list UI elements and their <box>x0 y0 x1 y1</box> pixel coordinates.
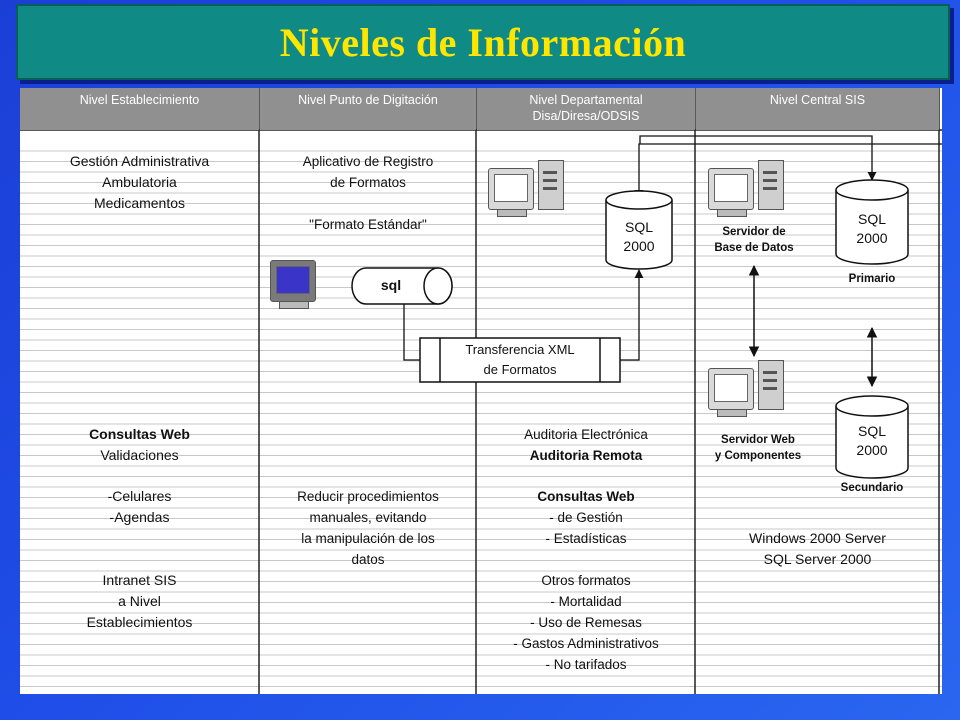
text-line: de Formatos <box>483 362 557 377</box>
diagram-sheet <box>20 88 942 694</box>
estadisticas-label: - Estadísticas <box>545 531 627 546</box>
text-line: Gestión Administrativa <box>69 153 210 169</box>
text-line: a Nivel <box>118 593 161 609</box>
text-line: Base de Datos <box>714 242 794 254</box>
text-line: - Mortalidad <box>550 594 622 609</box>
header-nivel-punto-digitacion <box>260 88 476 130</box>
text-line: Intranet SIS <box>102 572 177 588</box>
intranet-block <box>20 570 259 633</box>
text-line: Aplicativo de Registro <box>302 154 434 169</box>
header-nivel-central-sis <box>696 88 939 130</box>
secundario-label: Secundario <box>840 482 904 494</box>
header-label: Nivel Central SIS <box>769 93 866 107</box>
text-line: y Componentes <box>714 450 802 462</box>
header-nivel-establecimiento <box>20 88 259 130</box>
agendas-label: -Agendas <box>109 509 170 525</box>
text-line: - Uso de Remesas <box>530 615 642 630</box>
formato-estandar-label: "Formato Estándar" <box>309 217 427 232</box>
header-nivel-departamental <box>477 88 695 130</box>
text-line: manuales, evitando <box>309 510 427 525</box>
text-line: de Formatos <box>330 175 406 190</box>
windows-server-label: Windows 2000 Server <box>749 530 886 546</box>
sql-pipe-label: sql <box>380 277 402 293</box>
gestion-label: - de Gestión <box>549 510 623 525</box>
text-line: 2000 <box>856 230 888 246</box>
transfer-label <box>440 340 600 380</box>
title-bar <box>16 4 950 80</box>
sql-server-label: SQL Server 2000 <box>763 551 872 567</box>
text-line: Establecimientos <box>86 614 193 630</box>
auditoria-remota-label: Auditoria Remota <box>529 448 643 463</box>
page-title: Niveles de Información <box>279 19 687 65</box>
text-line: SQL <box>857 423 886 439</box>
text-line: Servidor Web <box>721 434 795 446</box>
header-label: Nivel Establecimiento <box>79 93 200 107</box>
header-label-sub: Disa/Diresa/ODSIS <box>532 109 640 123</box>
text-line: Medicamentos <box>93 195 186 211</box>
connector-transfer-sql2000 <box>620 270 639 360</box>
text-line: 2000 <box>623 238 655 254</box>
text-line: la manipulación de los <box>301 531 435 546</box>
primario-label: Primario <box>848 273 896 285</box>
text-line: Servidor de <box>722 226 786 238</box>
connector-sql-transfer <box>404 304 420 360</box>
text-line: - No tarifados <box>545 657 627 672</box>
celulares-label: -Celulares <box>107 488 172 504</box>
text-line: Otros formatos <box>541 573 631 588</box>
consultas-web-label: Consultas Web <box>537 489 635 504</box>
validaciones-label: Validaciones <box>100 447 179 463</box>
servidor-web-label <box>696 432 820 464</box>
text-line: SQL <box>624 219 653 235</box>
text-line: 2000 <box>856 442 888 458</box>
text-line: SQL <box>857 211 886 227</box>
header-label: Nivel Departamental <box>529 93 643 107</box>
auditoria-electronica-label: Auditoria Electrónica <box>524 427 648 442</box>
header-label: Nivel Punto de Digitación <box>298 93 438 107</box>
sql2000-primary-label <box>836 210 908 248</box>
sql2000-secondary-label <box>836 422 908 460</box>
reducir-block <box>260 486 476 570</box>
otros-formatos-block <box>477 570 695 675</box>
text-line: Transferencia XML <box>465 342 575 357</box>
text-line: Reducir procedimientos <box>297 489 439 504</box>
text-line: Ambulatoria <box>102 174 177 190</box>
aplicativo-block <box>260 151 476 193</box>
servidor-bd-label <box>696 224 812 256</box>
text-line: datos <box>351 552 385 567</box>
consultas-web-label: Consultas Web <box>89 426 190 442</box>
gestion-block <box>20 151 259 214</box>
text-line: - Gastos Administrativos <box>513 636 659 651</box>
connector-to-primary <box>640 136 872 180</box>
sql2000-departamental-label <box>606 218 672 256</box>
